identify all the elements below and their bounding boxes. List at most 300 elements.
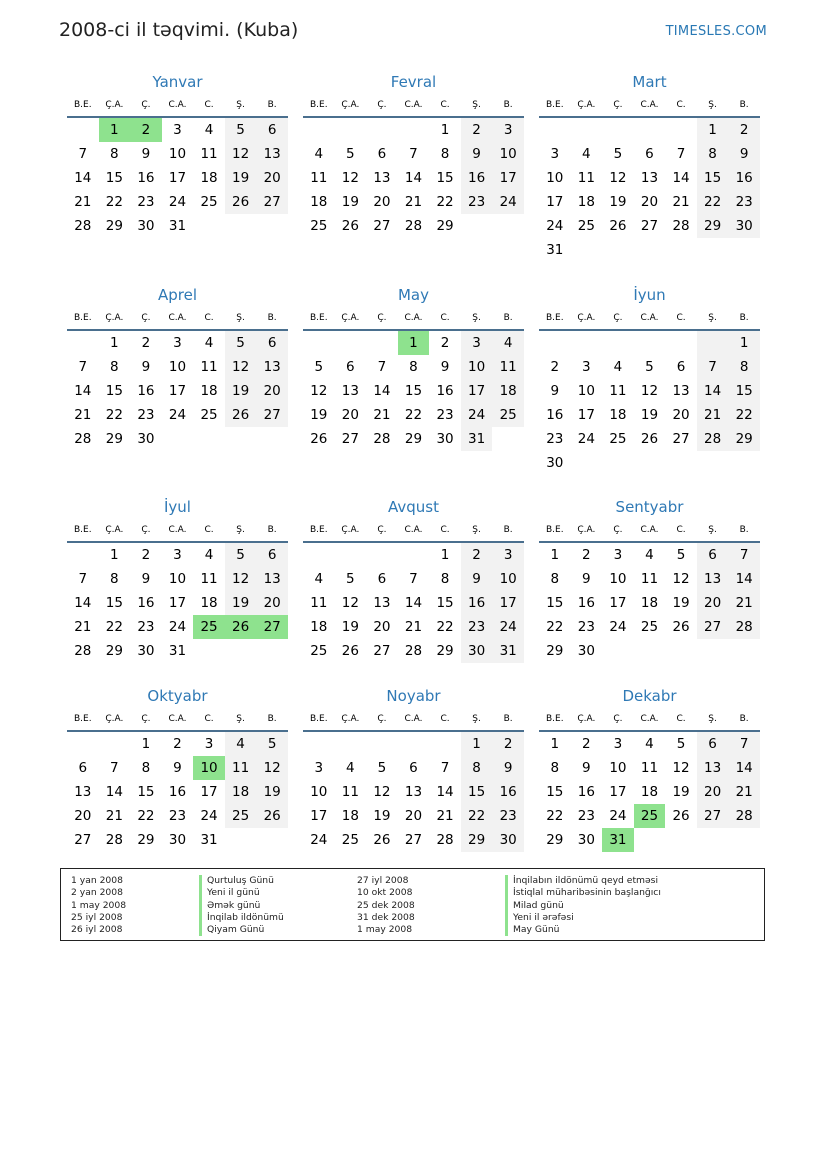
day-cell: 17: [609, 784, 627, 800]
day-cell: 16: [577, 595, 595, 611]
day-cell: 25: [341, 832, 359, 848]
day-cell: 4: [204, 122, 214, 138]
day-cell: 25: [634, 804, 666, 828]
day-cell: 18: [492, 379, 524, 403]
day-cell: 5: [346, 146, 355, 162]
day-cell: 13: [341, 383, 359, 399]
month-name: Aprel: [157, 286, 198, 304]
day-cell: 17: [577, 407, 595, 423]
day-cell: 28: [672, 218, 690, 234]
day-grid: [303, 331, 524, 451]
weekday-label: B.: [503, 313, 513, 323]
day-cell: 10: [461, 355, 493, 379]
day-cell: 9: [728, 142, 760, 166]
day-cell: 17: [492, 591, 524, 615]
day-cell: 8: [409, 359, 418, 375]
day-cell: 3: [582, 359, 591, 375]
day-cell: 4: [225, 732, 257, 756]
month-name: Noyabr: [386, 687, 441, 705]
day-cell: 2: [492, 732, 524, 756]
day-cell: 13: [373, 595, 391, 611]
empty-cell: [665, 118, 697, 142]
day-cell: 5: [676, 736, 686, 752]
day-cell: 12: [373, 784, 391, 800]
day-cell: 1: [550, 547, 560, 563]
empty-cell: [366, 543, 398, 567]
day-cell: 9: [582, 760, 591, 776]
day-cell: 6: [78, 760, 88, 776]
weekday-header: [539, 94, 760, 118]
day-cell: 14: [404, 170, 423, 186]
day-cell: 21: [728, 780, 760, 804]
day-cell: 18: [200, 170, 218, 186]
day-cell: 14: [74, 595, 92, 611]
day-cell: 19: [341, 619, 359, 635]
weekday-label: B.: [503, 525, 513, 535]
day-cell: 19: [225, 379, 257, 403]
day-cell: 25: [640, 619, 659, 635]
day-cell: 26: [310, 431, 328, 447]
day-cell: 7: [78, 359, 88, 375]
day-cell: 4: [582, 146, 591, 162]
month-1: [67, 70, 288, 238]
day-cell: 23: [577, 808, 595, 824]
day-cell: 9: [461, 142, 493, 166]
day-cell: 19: [256, 780, 288, 804]
day-cell: 12: [341, 170, 359, 186]
day-cell: 5: [346, 571, 355, 587]
legend-entry: 2 yan 2008: [71, 887, 123, 899]
weekday-label: C.: [440, 525, 450, 535]
weekday-label: Ç.A.: [341, 313, 360, 323]
month-3: [539, 70, 760, 262]
month-10: [67, 684, 288, 852]
day-cell: 15: [461, 780, 493, 804]
day-cell: 20: [341, 407, 359, 423]
month-6: [539, 283, 760, 475]
legend-entry: 25 iyl 2008: [71, 911, 123, 923]
day-cell: 15: [404, 383, 423, 399]
day-cell: 28: [404, 643, 423, 659]
day-cell: 6: [256, 543, 288, 567]
weekday-label: B.E.: [309, 525, 328, 535]
month-name: May: [397, 286, 429, 304]
day-cell: 8: [141, 760, 151, 776]
day-cell: 23: [577, 619, 595, 635]
day-cell: 27: [256, 615, 288, 639]
day-cell: 27: [341, 431, 359, 447]
day-cell: 4: [645, 736, 654, 752]
day-grid: [539, 118, 760, 262]
weekday-header: [539, 519, 760, 543]
day-cell: 9: [550, 383, 560, 399]
brand-logo[interactable]: TIMESLES.COM: [665, 24, 767, 39]
weekday-label: B.E.: [545, 525, 564, 535]
day-cell: 21: [373, 407, 391, 423]
day-cell: 1: [697, 118, 729, 142]
day-cell: 17: [168, 170, 187, 186]
legend-entry: 1 yan 2008: [71, 875, 123, 886]
empty-cell: [366, 331, 398, 355]
empty-cell: [335, 331, 367, 355]
day-cell: 15: [137, 784, 155, 800]
day-cell: 22: [105, 407, 123, 423]
weekday-label: B.: [267, 525, 277, 535]
empty-cell: [571, 118, 603, 142]
day-cell: 1: [728, 331, 760, 355]
day-cell: 28: [74, 431, 92, 447]
empty-cell: [398, 118, 430, 142]
legend-entry: Qurtuluş Günü: [199, 875, 284, 887]
day-cell: 25: [492, 403, 524, 427]
day-cell: 15: [105, 383, 123, 399]
day-cell: 25: [200, 194, 218, 210]
day-cell: 22: [728, 403, 760, 427]
day-cell: 13: [404, 784, 423, 800]
day-cell: 3: [204, 736, 214, 752]
day-cell: 1: [110, 547, 119, 563]
day-cell: 27: [373, 218, 391, 234]
day-grid: [67, 331, 288, 451]
day-cell: 21: [74, 194, 92, 210]
day-cell: 20: [373, 194, 391, 210]
weekday-label: C.A.: [640, 525, 659, 535]
weekday-label: C.A.: [640, 100, 659, 110]
weekday-label: Ç.: [377, 525, 387, 535]
day-cell: 18: [200, 383, 218, 399]
day-cell: 22: [105, 194, 123, 210]
day-cell: 11: [341, 784, 359, 800]
day-cell: 26: [225, 615, 257, 639]
day-cell: 13: [256, 355, 288, 379]
day-cell: 29: [105, 431, 123, 447]
weekday-label: Ş.: [708, 525, 717, 535]
day-cell: 21: [728, 591, 760, 615]
weekday-label: Ş.: [708, 313, 717, 323]
day-cell: 20: [74, 808, 92, 824]
day-cell: 8: [440, 146, 450, 162]
day-cell: 27: [697, 804, 729, 828]
legend-entry: 26 iyl 2008: [71, 924, 123, 936]
weekday-header: [539, 708, 760, 732]
day-cell: 16: [461, 591, 493, 615]
day-cell: 13: [672, 383, 690, 399]
day-cell: 12: [225, 567, 257, 591]
day-cell: 3: [173, 335, 182, 351]
weekday-label: Ç.A.: [341, 714, 360, 724]
day-cell: 16: [577, 784, 595, 800]
day-cell: 2: [461, 543, 493, 567]
day-cell: 9: [582, 571, 591, 587]
day-cell: 23: [546, 431, 564, 447]
day-cell: 10: [310, 784, 328, 800]
day-cell: 28: [74, 643, 92, 659]
weekday-label: B.E.: [73, 525, 92, 535]
weekday-label: Ç.: [377, 100, 387, 110]
day-cell: 19: [609, 194, 627, 210]
day-cell: 26: [640, 431, 659, 447]
day-cell: 25: [225, 804, 257, 828]
day-cell: 9: [492, 756, 524, 780]
weekday-label: C.A.: [404, 525, 423, 535]
weekday-label: Ç.A.: [577, 714, 596, 724]
day-cell: 5: [256, 732, 288, 756]
weekday-label: C.: [204, 714, 214, 724]
day-cell: 2: [440, 335, 450, 351]
empty-cell: [665, 331, 697, 355]
empty-cell: [539, 118, 571, 142]
day-grid: [539, 732, 760, 852]
weekday-label: C.: [676, 714, 686, 724]
day-cell: 10: [168, 571, 187, 587]
day-cell: 10: [492, 567, 524, 591]
weekday-label: C.: [204, 100, 214, 110]
legend-dates-right: [357, 875, 415, 936]
weekday-label: C.: [676, 313, 686, 323]
weekday-label: Ş.: [472, 714, 481, 724]
legend-entry: İnqilabın ildönümü qeyd etməsi: [505, 875, 661, 887]
day-cell: 5: [314, 359, 324, 375]
empty-cell: [634, 118, 666, 142]
legend-entry: Qiyam Günü: [199, 924, 284, 936]
weekday-label: Ç.A.: [341, 525, 360, 535]
day-cell: 23: [137, 194, 155, 210]
day-cell: 27: [404, 832, 423, 848]
legend-entry: 1 may 2008: [357, 924, 413, 936]
day-cell: 31: [546, 242, 564, 258]
weekday-label: Ç.: [141, 714, 151, 724]
day-cell: 10: [546, 170, 564, 186]
empty-cell: [602, 118, 634, 142]
day-cell: 29: [436, 643, 454, 659]
day-cell: 25: [193, 615, 225, 639]
day-cell: 3: [314, 760, 324, 776]
day-cell: 16: [546, 407, 564, 423]
weekday-header: [67, 307, 288, 331]
empty-cell: [99, 732, 131, 756]
day-cell: 23: [137, 619, 155, 635]
day-cell: 13: [697, 756, 729, 780]
day-cell: 31: [168, 218, 187, 234]
month-11: [303, 684, 524, 852]
day-cell: 5: [645, 359, 654, 375]
weekday-header: [539, 307, 760, 331]
day-cell: 7: [697, 355, 729, 379]
day-cell: 4: [492, 331, 524, 355]
day-cell: 16: [137, 170, 155, 186]
day-cell: 26: [373, 832, 391, 848]
day-cell: 15: [546, 595, 564, 611]
day-cell: 15: [436, 170, 454, 186]
day-cell: 22: [105, 619, 123, 635]
empty-cell: [602, 331, 634, 355]
day-cell: 1: [110, 335, 119, 351]
weekday-label: B.: [739, 714, 749, 724]
weekday-label: Ç.: [613, 525, 623, 535]
day-cell: 12: [341, 595, 359, 611]
weekday-label: Ç.A.: [341, 100, 360, 110]
empty-cell: [366, 732, 398, 756]
weekday-label: C.: [676, 100, 686, 110]
day-cell: 3: [613, 736, 623, 752]
day-cell: 14: [728, 567, 760, 591]
day-cell: 2: [173, 736, 182, 752]
day-cell: 3: [461, 331, 493, 355]
day-cell: 27: [373, 643, 391, 659]
day-cell: 7: [110, 760, 119, 776]
day-cell: 30: [168, 832, 187, 848]
day-cell: 2: [550, 359, 560, 375]
day-cell: 7: [440, 760, 450, 776]
legend-entry: 25 dek 2008: [357, 899, 415, 911]
day-cell: 22: [404, 407, 423, 423]
day-cell: 24: [461, 403, 493, 427]
weekday-label: C.A.: [168, 525, 187, 535]
day-cell: 1: [99, 118, 131, 142]
weekday-header: [67, 708, 288, 732]
day-cell: 8: [110, 146, 119, 162]
day-cell: 6: [256, 118, 288, 142]
day-cell: 13: [697, 567, 729, 591]
day-cell: 11: [609, 383, 627, 399]
legend-entry: 10 okt 2008: [357, 887, 413, 899]
day-grid: [303, 543, 524, 663]
day-cell: 17: [168, 383, 187, 399]
day-cell: 10: [609, 571, 627, 587]
weekday-label: Ç.: [141, 100, 151, 110]
weekday-label: B.E.: [73, 100, 92, 110]
weekday-label: Ç.A.: [105, 100, 124, 110]
day-cell: 19: [640, 407, 659, 423]
day-cell: 26: [225, 403, 257, 427]
empty-cell: [67, 118, 99, 142]
day-cell: 26: [609, 218, 627, 234]
day-cell: 31: [492, 639, 524, 663]
day-cell: 31: [200, 832, 218, 848]
day-cell: 3: [613, 547, 623, 563]
day-cell: 25: [310, 643, 328, 659]
day-cell: 2: [141, 335, 151, 351]
day-cell: 24: [609, 808, 627, 824]
weekday-label: B.E.: [545, 313, 564, 323]
day-cell: 25: [609, 431, 627, 447]
day-cell: 5: [225, 118, 257, 142]
day-cell: 22: [461, 804, 493, 828]
weekday-label: B.E.: [309, 714, 328, 724]
day-cell: 25: [200, 407, 218, 423]
holiday-legend: [60, 868, 765, 941]
day-cell: 19: [672, 784, 690, 800]
day-cell: 14: [728, 756, 760, 780]
day-cell: 24: [546, 218, 564, 234]
weekday-header: [303, 94, 524, 118]
day-cell: 12: [672, 571, 690, 587]
day-cell: 20: [373, 619, 391, 635]
day-grid: [303, 732, 524, 852]
month-name: Dekabr: [622, 687, 677, 705]
day-cell: 20: [697, 591, 729, 615]
empty-cell: [398, 543, 430, 567]
day-cell: 5: [613, 146, 623, 162]
day-cell: 19: [672, 595, 690, 611]
day-cell: 26: [672, 808, 690, 824]
weekday-label: Ş.: [708, 100, 717, 110]
weekday-label: Ş.: [472, 313, 481, 323]
day-cell: 25: [577, 218, 595, 234]
day-cell: 7: [676, 146, 686, 162]
day-cell: 22: [436, 619, 454, 635]
weekday-label: Ç.: [377, 714, 387, 724]
day-cell: 24: [200, 808, 218, 824]
weekday-label: Ç.: [613, 100, 623, 110]
day-cell: 4: [613, 359, 623, 375]
day-cell: 7: [377, 359, 387, 375]
day-cell: 30: [546, 455, 564, 471]
day-cell: 19: [225, 166, 257, 190]
day-cell: 18: [609, 407, 627, 423]
month-name: Mart: [632, 73, 667, 91]
day-grid: [67, 118, 288, 238]
weekday-label: B.: [503, 714, 513, 724]
weekday-label: Ç.A.: [105, 525, 124, 535]
day-cell: 28: [404, 218, 423, 234]
day-cell: 12: [225, 142, 257, 166]
day-cell: 26: [225, 190, 257, 214]
weekday-label: B.E.: [309, 313, 328, 323]
day-cell: 27: [256, 190, 288, 214]
day-cell: 2: [141, 547, 151, 563]
empty-cell: [429, 732, 461, 756]
day-cell: 27: [672, 431, 690, 447]
weekday-label: C.A.: [168, 714, 187, 724]
empty-cell: [398, 732, 430, 756]
month-5: [303, 283, 524, 451]
day-cell: 9: [461, 567, 493, 591]
day-cell: 17: [310, 808, 328, 824]
day-cell: 7: [78, 146, 88, 162]
day-cell: 15: [546, 784, 564, 800]
day-cell: 16: [492, 780, 524, 804]
day-cell: 29: [728, 427, 760, 451]
day-cell: 30: [577, 643, 595, 659]
day-cell: 16: [168, 784, 187, 800]
day-cell: 23: [168, 808, 187, 824]
day-cell: 24: [577, 431, 595, 447]
day-cell: 28: [697, 427, 729, 451]
day-cell: 12: [310, 383, 328, 399]
legend-names-right: [505, 875, 661, 936]
empty-cell: [697, 331, 729, 355]
day-cell: 13: [256, 142, 288, 166]
day-cell: 13: [256, 567, 288, 591]
weekday-label: Ç.: [377, 313, 387, 323]
legend-entry: Əmək günü: [199, 900, 284, 912]
day-cell: 8: [550, 760, 560, 776]
day-cell: 24: [310, 832, 328, 848]
day-cell: 23: [728, 190, 760, 214]
day-cell: 14: [697, 379, 729, 403]
day-cell: 30: [137, 431, 155, 447]
day-cell: 15: [105, 170, 123, 186]
day-cell: 14: [373, 383, 391, 399]
day-cell: 1: [550, 736, 560, 752]
weekday-label: C.A.: [404, 714, 423, 724]
weekday-label: B.: [503, 100, 513, 110]
weekday-label: C.A.: [404, 313, 423, 323]
weekday-header: [303, 519, 524, 543]
weekday-label: B.E.: [545, 100, 564, 110]
empty-cell: [335, 118, 367, 142]
